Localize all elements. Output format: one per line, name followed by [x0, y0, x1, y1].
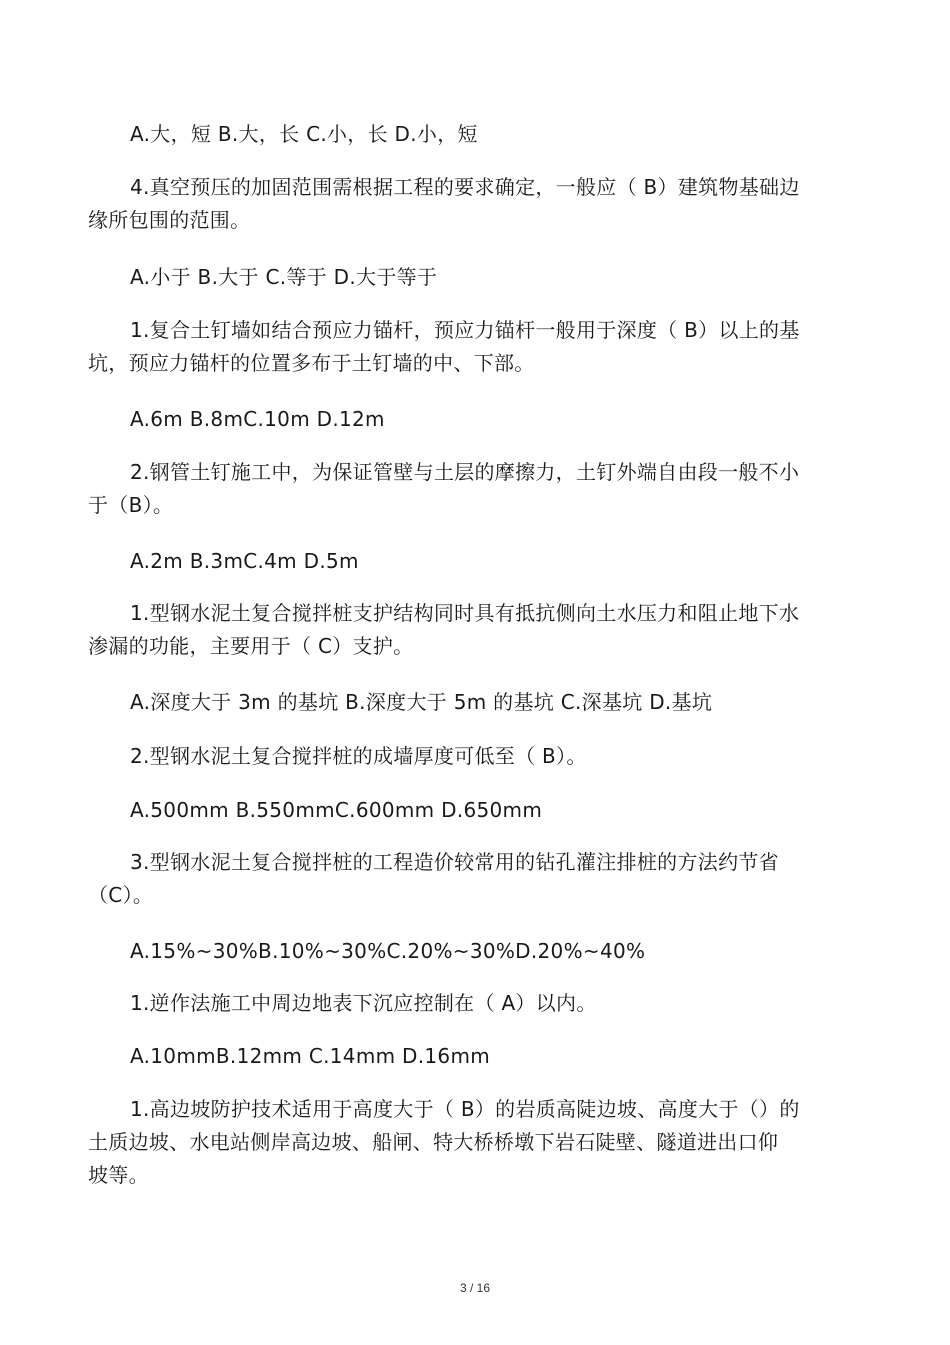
- question-text: 1.型钢水泥土复合搅拌桩支护结构同时具有抵抗侧向土水压力和阻止地下水: [130, 601, 800, 625]
- question-text: 4.真空预压的加固范围需根据工程的要求确定，一般应（ B）建筑物基础边: [130, 175, 800, 199]
- answer-options: A.大，短 B.大，长 C.小，长 D.小，短: [130, 122, 478, 146]
- question-text: 2.钢管土钉施工中，为保证管壁与土层的摩擦力，土钉外端自由段一般不小: [130, 460, 800, 484]
- question-text-continued: 坡等。: [88, 1163, 149, 1187]
- question-text-continued: 于（B）。: [88, 493, 174, 517]
- question-text-continued: 渗漏的功能，主要用于（ C）支护。: [88, 634, 414, 658]
- answer-options: A.15%~30%B.10%~30%C.20%~30%D.20%~40%: [130, 939, 646, 963]
- question-text: 1.高边坡防护技术适用于高度大于（ B）的岩质高陡边坡、高度大于（）的: [130, 1097, 800, 1121]
- question-text: 3.型钢水泥土复合搅拌桩的工程造价较常用的钻孔灌注排桩的方法约节省: [130, 850, 779, 874]
- question-text: 1.逆作法施工中周边地表下沉应控制在（ A）以内。: [130, 991, 597, 1015]
- page-number: 3 / 16: [459, 1281, 491, 1295]
- answer-options: A.10mmB.12mm C.14mm D.16mm: [130, 1044, 491, 1068]
- question-text: 1.复合土钉墙如结合预应力锚杆，预应力锚杆一般用于深度（ B）以上的基: [130, 318, 800, 342]
- answer-options: A.500mm B.550mmC.600mm D.650mm: [130, 798, 543, 822]
- question-text-continued: 坑，预应力锚杆的位置多布于土钉墙的中、下部。: [88, 351, 535, 375]
- answer-options: A.深度大于 3m 的基坑 B.深度大于 5m 的基坑 C.深基坑 D.基坑: [130, 690, 713, 714]
- question-text: 2.型钢水泥土复合搅拌桩的成墙厚度可低至（ B）。: [130, 744, 587, 768]
- answer-options: A.6m B.8mC.10m D.12m: [130, 407, 385, 431]
- answer-options: A.小于 B.大于 C.等于 D.大于等于: [130, 265, 438, 289]
- answer-options: A.2m B.3mC.4m D.5m: [130, 549, 359, 573]
- question-text-continued: 缘所包围的范围。: [88, 208, 251, 232]
- question-text-continued: （C）。: [88, 883, 154, 907]
- question-text-continued: 土质边坡、水电站侧岸高边坡、船闸、特大桥桥墩下岩石陡壁、隧道进出口仰: [88, 1130, 779, 1154]
